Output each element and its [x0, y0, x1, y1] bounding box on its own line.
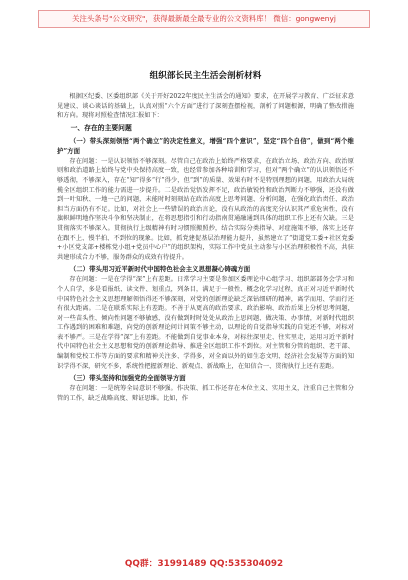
- subsection-heading-2: （二）带头用习近平新时代中国特色社会主义思想凝心铸魂方面: [69, 265, 251, 274]
- top-promo-banner[interactable]: 关注头条号"公文研究"，获得最新最全最专业的公文资料库！ 微信：gongwenyj: [38, 10, 370, 28]
- subsection-body-1: 存在问题：一是认识领悟不够深刻。尽管自己在政治上始终严格要求，在政治立场、政治方向、政治原则和政治道路上始终与党中央保持高度一致，也经常参加各种培训和学习，但对“两个确立”的认识领悟还不够透彻，不够深入，存在“知”得多“行”得少，但“到”的质量、效果有时不是特别理想的问题，用政治大局统揽全区组织工作的能力需进一步提升。二是政治觉悟发挥不足，政治敏锐性和政治判断力不够强，还没有做到一叶知秋、一地一己的问题，未能时时刻刻站在政治高度上思考问题、分析问题，在强化政治责任、政治担当方面仍有不足。比如，对社会上一些错误的政治言论，没有从政治的高度充分认识其严重危害性，没有旗帜鲜明地作坚决斗争和坚决制止，在将思想指引和行动指南贯通融通到具体的组织工作上还有欠缺。三是贯彻落实不够深入。贯彻执行上级精神有时习惯照搬照抄，结合实际分类指导、对症施策不够，落实上还存在跟不上、慢半拍、不到位的现象。比如，抓党建促基层治理能力提升，虽然建立了“街道党工委+社区党委+小区党支部+楼栋党小组+党员中心户”的组织架构，实际工作中党员主动参与小区治理积极性不高，共驻共建形成合力不够，服务群众的成效有待提升。: [57, 157, 354, 261]
- subsection-body-2: 存在问题：一是在学得“深”上有差距。日常学习主要是参加区委理论中心组学习、组织部部务会学习和个人自学，多是看报纸、读文件、划重点，列条目，满足于一般性、概念化学习过程，真正对习近平新时代中国特色社会主义思想理解领悟得还不够深刻，对党的创新理论缺乏深钻细研的精神，离学而用、学而行还有很大距离。二是在联系实际上有差距。不善于从更高的政治要求、政治影响、政治后果上分析思考问题，对一些苗头性、倾向性问题不够敏感，没有做到时时处处从政治上思问题、做决策、办事情，对新时代组织工作遇到的困难和难题，向党的创新理论问计问策不够主动，以理论的自觉指导实践的自觉还不够，对标对表不够严。三是在学得“深”上有差距。不能做到自觉事业本身，对标往深里走、往实里走，运用习近平新时代中国特色社会主义思想和党的创新理论指导、推进全区组织工作不到位。对主管和分管的组织、老干部、编制和党校工作等方面的要求和精神关注多、学得多，对全面以外的如生态文明、经济社会发展等方面的知识学得不深，研究不多，系统性把握新理论、新观点、新战略上，在知信合一、贯彻执行上还有差距。: [57, 276, 354, 370]
- subsection-heading-3: （三）带头坚持和加强党的全面领导方面: [69, 374, 186, 383]
- bottom-contact-banner: QQ群：31991489 QQ:535304092: [124, 559, 284, 569]
- intro-paragraph: 根据区纪委、区委组织部《关于开好2022年度民主生活会的通知》要求，在开展学习教育、广泛征求意见建议、谈心谈话的基础上，认真对照“六个方面”进行了深刻查摆检视，剖析了问题根源，明确了整改措施和方向。现将对照检查情况汇报如下：: [57, 93, 354, 120]
- document-body: [57, 42, 354, 404]
- section-heading: 一、存在的主要问题: [70, 123, 132, 132]
- document-title: 组织部长民主生活会剖析材料: [149, 71, 262, 81]
- subsection-body-3: 存在问题：一是统筹全局意识不够强。作决策、抓工作还存在本位主义、实用主义，注重自己主管和分管的工作，缺乏战略高度、辩证思维。比如，作: [57, 385, 354, 402]
- subsection-heading-1: （一）带头深刻领悟“两个确立”的决定性意义，增强“四个意识”，坚定“四个自信”，做到“两个维护”方面: [57, 136, 354, 155]
